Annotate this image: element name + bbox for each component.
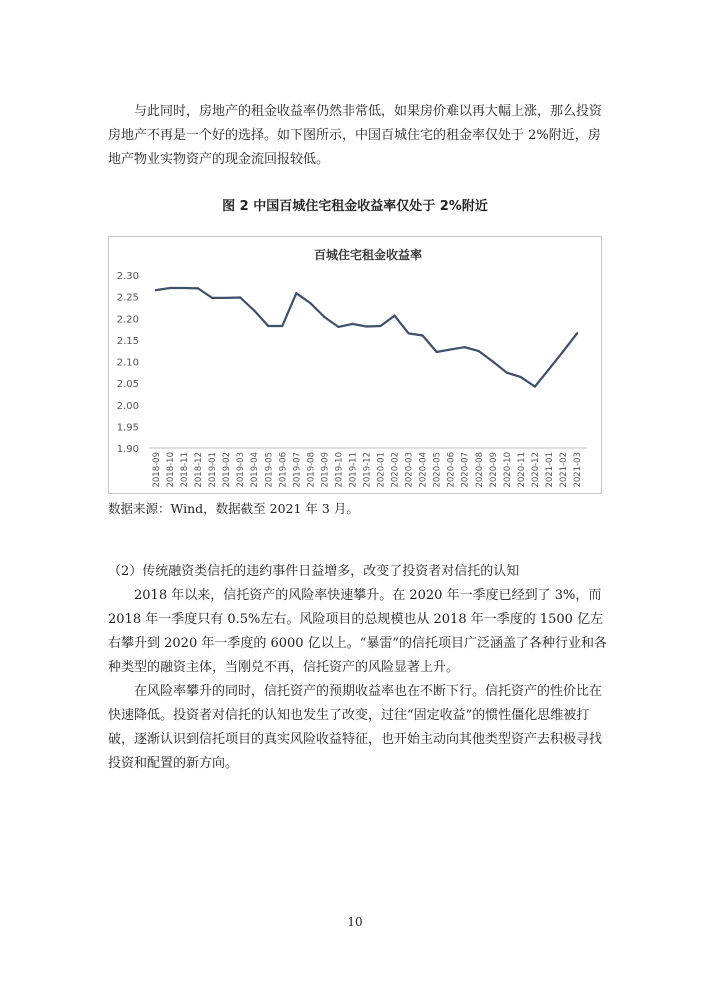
data-point [478,350,480,352]
data-point [183,287,185,289]
x-tick-label: 2020-05 [432,452,443,488]
y-tick-label: 1.90 [116,444,139,455]
x-tick-label: 2021-02 [558,452,569,488]
data-point [267,325,269,327]
data-point [408,332,410,334]
data-point [492,360,494,362]
data-point [548,368,550,370]
x-tick-label: 2020-12 [530,452,541,488]
x-tick-label: 2019-11 [348,452,359,488]
figure-title: 图 2 中国百城住宅租金收益率仅处于 2%附近 [222,199,488,214]
series-line [156,288,577,387]
data-point [309,302,311,304]
x-tick-label: 2020-03 [404,452,415,488]
y-tick-label: 2.25 [116,292,139,304]
x-tick-label: 2020-11 [516,452,527,488]
data-point [506,372,508,374]
data-point [351,323,353,325]
y-tick-label: 2.15 [116,335,139,347]
data-point [169,287,171,289]
x-tick-label: 2019-05 [264,452,275,488]
x-tick-label: 2019-01 [208,452,219,488]
x-tick-label: 2020-01 [376,452,387,488]
data-point [281,325,283,327]
x-tick-label: 2019-03 [236,452,247,488]
x-tick-label: 2019-04 [250,452,261,488]
data-point [534,385,536,387]
data-point [253,309,255,311]
data-point [295,292,297,294]
data-point [393,315,395,317]
data-point [464,346,466,348]
y-tick-label: 2.10 [116,357,139,369]
x-tick-label: 2020-10 [502,452,513,488]
intro-paragraph: 与此同时，房地产的租金收益率仍然非常低，如果房价难以再大幅上涨，那么投资房地产不再是一个好的选择。如下图所示，中国百城住宅的租金率仅处于 2%附近，房地产物业实物资产的现金流回报较低。 [108,104,603,167]
x-tick-label: 2019-06 [278,452,289,488]
data-point [576,332,578,334]
source-note: 数据来源：Wind，数据截至 2021 年 3 月。 [108,501,359,516]
data-point [379,325,381,327]
data-point [337,326,339,328]
line-chart [109,237,601,493]
x-tick-label: 2020-02 [390,452,401,488]
x-tick-label: 2019-12 [362,452,373,488]
x-tick-label: 2018-11 [180,452,191,488]
paragraph-yield-decline: 在风险率攀升的同时，信托资产的预期收益率也在不断下行。信托资产的性价比在快速降低。投资者对信托的认知也发生了改变，过往“固定收益”的惯性僵化思维被打破，逐渐认识到信托项目的真实风险收益特征，也开始主动向其他类型资产去积极寻找投资和配置的新方向。 [108,684,603,771]
x-tick-label: 2021-03 [573,452,583,488]
x-tick-label: 2020-06 [446,452,457,488]
data-point [323,316,325,318]
x-tick-label: 2020-04 [418,452,429,488]
data-point [436,351,438,353]
y-tick-label: 2.00 [116,400,139,412]
data-point [450,348,452,350]
x-tick-label: 2019-10 [334,452,345,488]
data-point [520,376,522,378]
x-tick-label: 2020-08 [474,452,485,488]
data-point [211,297,213,299]
x-tick-label: 2020-07 [460,452,471,488]
data-point [562,350,564,352]
data-point [422,334,424,336]
y-tick-label: 2.05 [116,379,139,391]
x-tick-label: 2019-07 [292,452,303,488]
x-tick-label: 2021-01 [544,452,555,488]
section-heading: （2）传统融资类信托的违约事件日益增多，改变了投资者对信托的认知 [108,564,520,579]
paragraph-risk-rate: 2018 年以来，信托资产的风险率快速攀升。在 2020 年一季度已经到了 3%，而 2018 年一季度只有 0.5%左右。风险项目的总规模也从 2018 年一季度的 1500 亿左右攀升到 2020 年一季度的 6000 亿以上。“暴雷”的信托项目广泛涵盖了各种行业和各种类型的融资主体，当刚兑不再，信托资产的风险显著上升。 [108,588,607,675]
data-point [155,289,157,291]
y-tick-label: 2.30 [116,271,139,282]
x-tick-label: 2020-09 [488,452,499,488]
chart-container [108,236,602,494]
y-tick-label: 2.20 [116,314,139,326]
x-tick-label: 2018-10 [166,452,177,488]
data-point [239,296,241,298]
x-tick-label: 2018-09 [152,452,162,488]
x-tick-label: 2019-08 [306,452,317,488]
page-number: 10 [347,915,363,929]
data-point [365,325,367,327]
x-tick-label: 2019-02 [222,452,233,488]
x-tick-label: 2019-09 [320,452,331,488]
chart-title: 百城住宅租金收益率 [313,248,423,262]
data-point [225,297,227,299]
y-tick-label: 1.95 [116,422,139,434]
x-tick-label: 2018-12 [194,452,205,488]
data-point [197,287,199,289]
